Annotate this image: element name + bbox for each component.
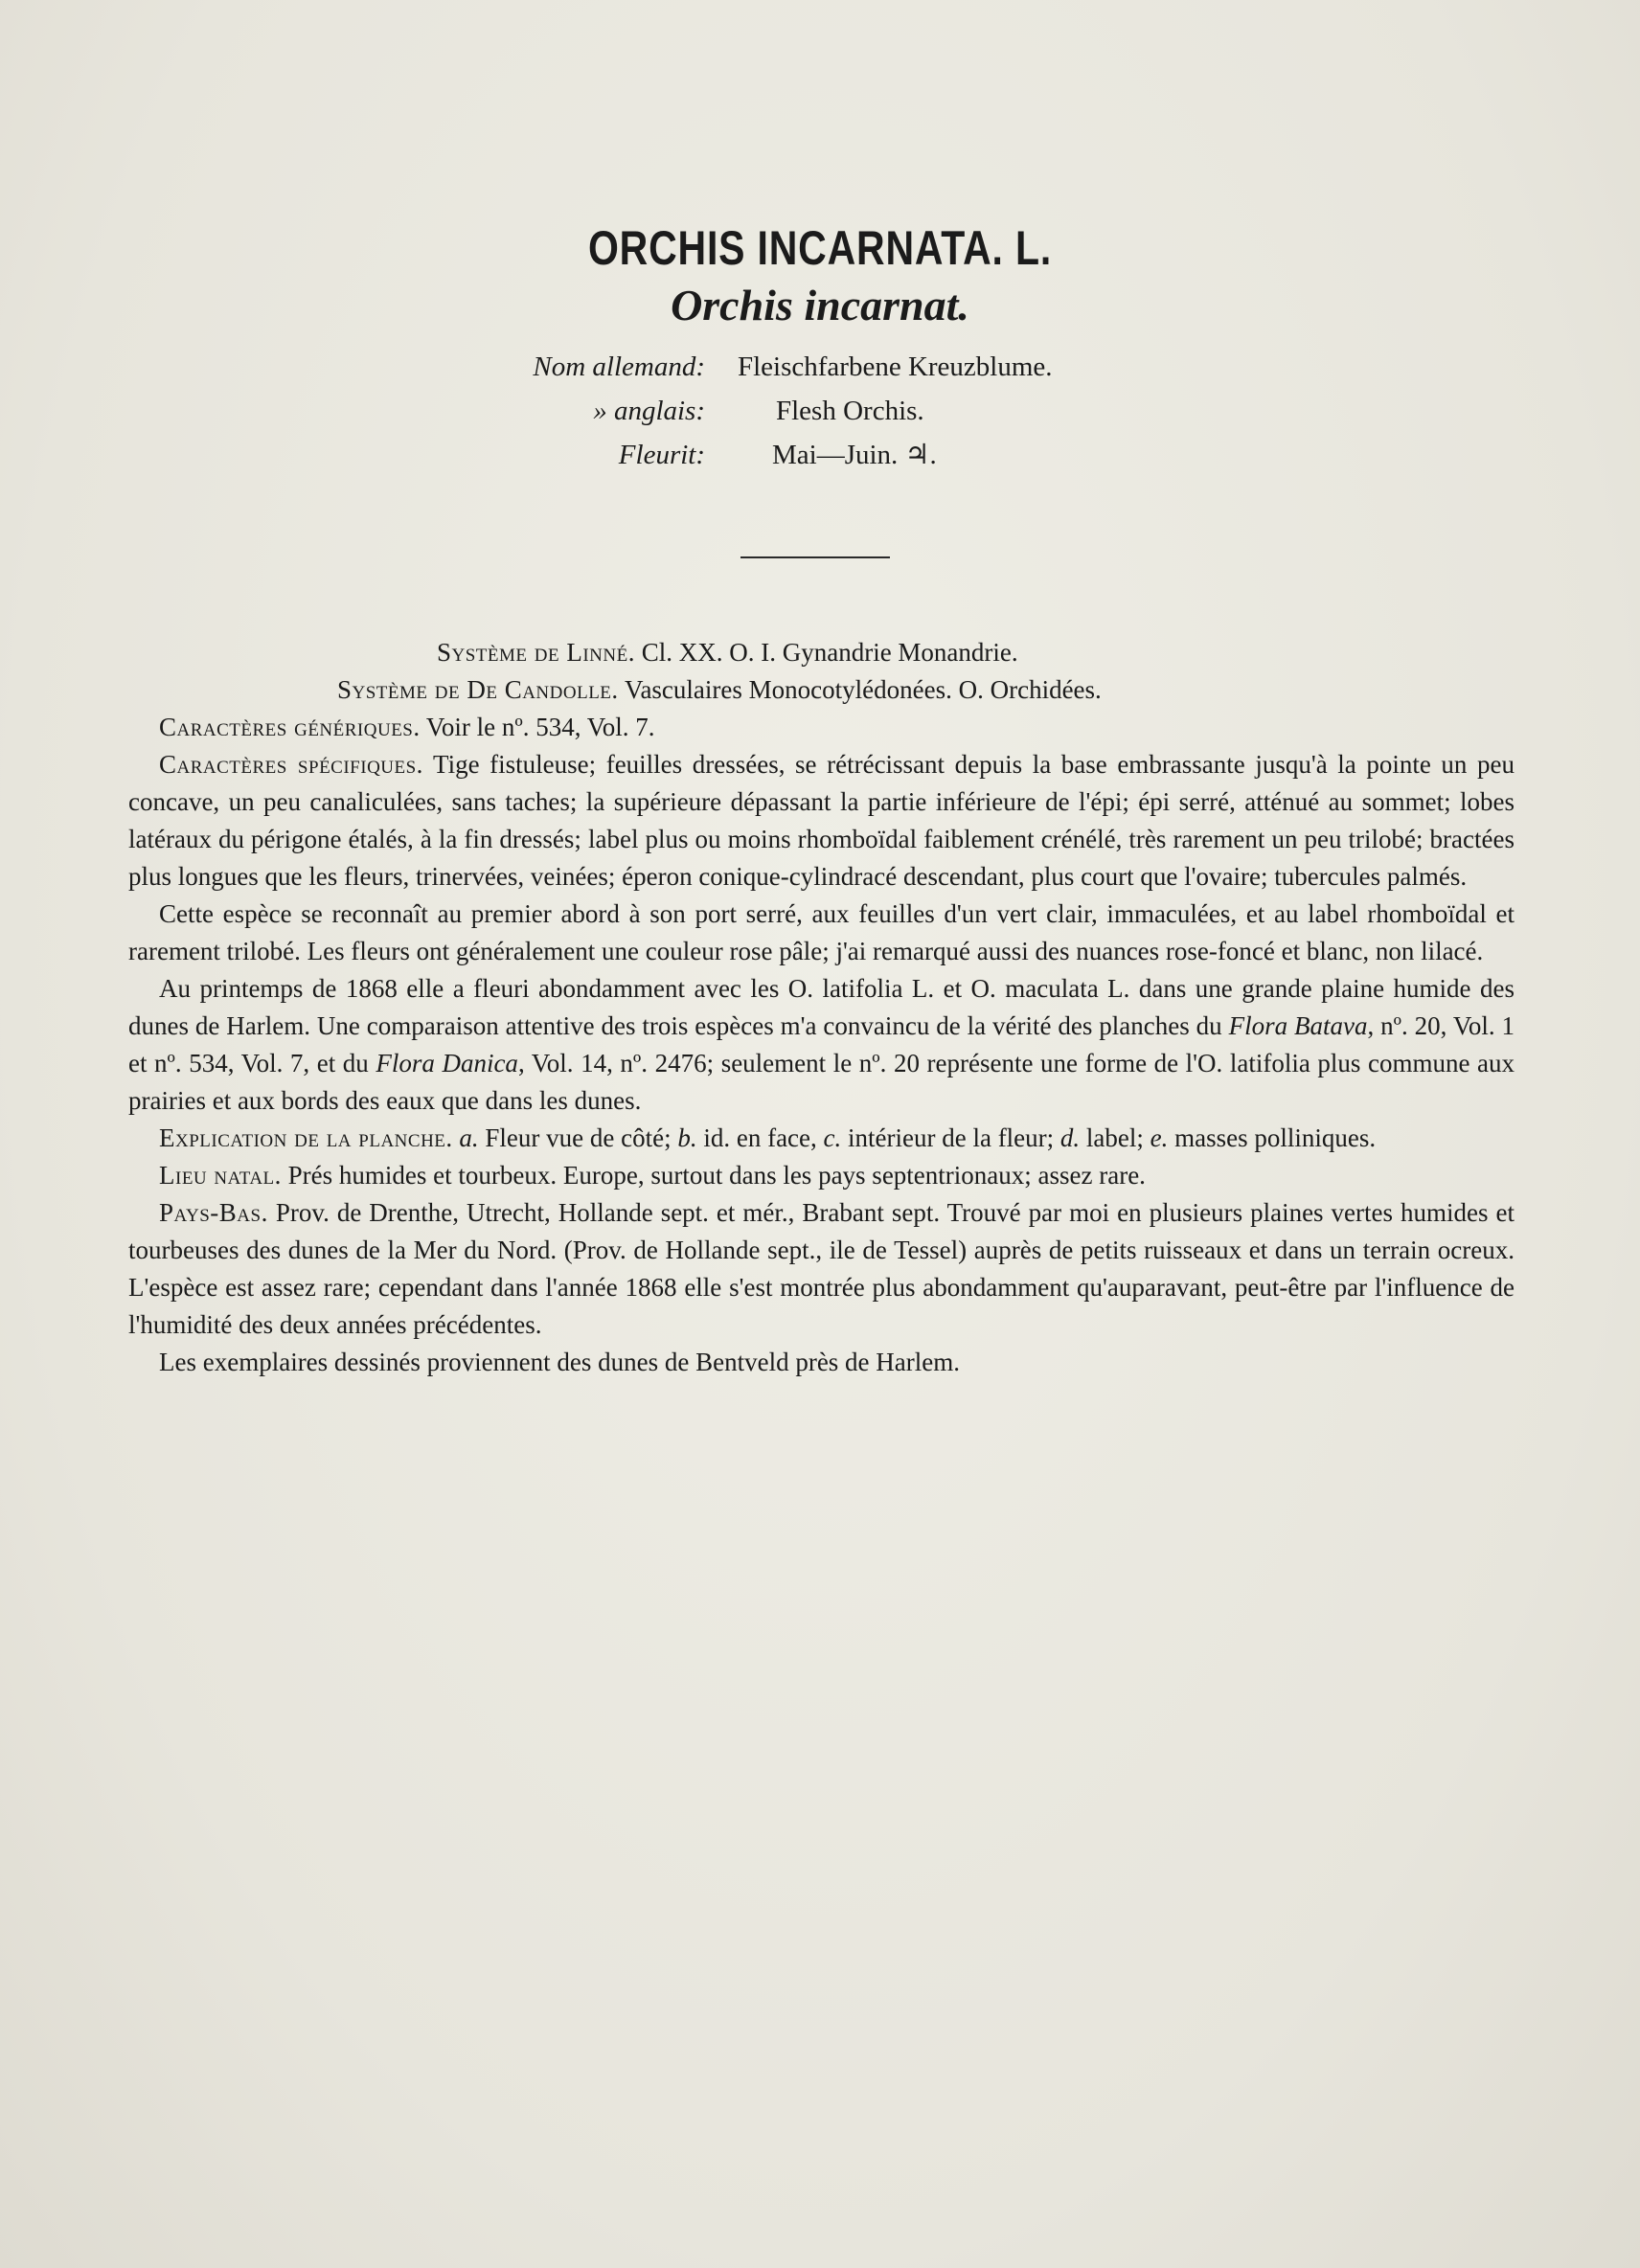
name-value: Mai—Juin. ♃. <box>772 440 937 470</box>
paragraph-text: Prov. de Drenthe, Utrecht, Hollande sept. et mér., Brabant sept. Trouvé par moi en plusieurs plaines vertes humides et tourbeuses des dunes de la Mer du Nord. (Prov. de Hollande sept., ile de Tessel) auprès de petits ruisseaux et dans un terrain ocreux. L'espèce est assez rare; cependant dans l'année 1868 elle s'est montrée plus abondamment qu'auparavant, peut-être par l'influence de l'humidité des deux années précédentes. <box>128 1198 1515 1339</box>
name-label: » anglais: <box>593 396 705 426</box>
system-label: Système de Linné. <box>437 638 635 667</box>
system-value: Vasculaires Monocotylédonées. O. Orchidées. <box>624 675 1102 704</box>
description-body <box>128 634 1515 1381</box>
system-candolle <box>128 671 1515 709</box>
name-label: Fleurit: <box>618 440 705 470</box>
paragraph-label: Caractères spécifiques. <box>159 750 423 779</box>
paragraph-printemps <box>128 970 1515 1120</box>
figure-letter: c. <box>823 1123 842 1152</box>
paragraph-text: Cette espèce se reconnaît au premier abord à son port serré, aux feuilles d'un vert clair, immaculées, et au label rhomboïdal et rarement trilobé. Les fleurs ont généralement une couleur rose pâle; j'ai remarqué aussi des nuances rose-foncé et blanc, non lilacé. <box>128 899 1515 965</box>
name-row-german <box>0 345 1640 389</box>
system-value: Cl. XX. O. I. Gynandrie Monandrie. <box>641 638 1018 667</box>
paragraph-specifiques <box>128 746 1515 896</box>
name-value: Flesh Orchis. <box>776 396 924 426</box>
paragraph-text: Voir le nº. 534, Vol. 7. <box>425 713 655 741</box>
paragraph-text: , Vol. 14, nº. 2476; seulement le nº. 20 représente une forme de l'O. latifolia plus commune aux prairies et aux bords des eaux que dans les dunes. <box>128 1049 1515 1115</box>
page-subtitle: Orchis incarnat. <box>671 281 969 329</box>
paragraph-text: intérieur de la fleur; <box>848 1123 1055 1152</box>
paragraph-explication <box>128 1120 1515 1157</box>
paragraph-generiques <box>128 709 1515 746</box>
paragraph-label: Caractères génériques. <box>159 713 421 741</box>
paragraph-text: masses polliniques. <box>1174 1123 1377 1152</box>
figure-letter: e. <box>1150 1123 1169 1152</box>
figure-letter: d. <box>1059 1123 1081 1152</box>
paragraph-paysbas <box>128 1194 1515 1344</box>
paragraph-exemplaires <box>128 1344 1515 1381</box>
figure-letter: b. <box>677 1123 697 1152</box>
paragraph-text: label; <box>1085 1123 1144 1152</box>
name-row-english <box>0 389 1640 433</box>
reference-flora-batava: Flora Batava <box>1228 1011 1368 1040</box>
paragraph-label: Pays-Bas. <box>159 1198 268 1227</box>
paragraph-text: id. en face, <box>703 1123 817 1152</box>
paragraph-text: , nº. 20, Vol. 1 et nº. 534, Vol. 7, et du <box>128 1011 1515 1077</box>
reference-flora-danica: Flora Danica <box>376 1049 518 1077</box>
system-linne <box>128 634 1515 671</box>
paragraph-lieu <box>128 1157 1515 1194</box>
paragraph-label: Explication de la planche. <box>159 1123 453 1152</box>
paragraph-espece <box>128 896 1515 970</box>
section-divider <box>740 556 890 558</box>
paragraph-text: Prés humides et tourbeux. Europe, surtout dans les pays septentrionaux; assez rare. <box>287 1161 1146 1190</box>
paragraph-text: Au printemps de 1868 elle a fleuri abondamment avec les O. latifolia L. et O. maculata L. dans une grande plaine humide des dunes de Harlem. Une comparaison attentive des trois espèces m'a convaincu de la vérité des planches du <box>128 974 1515 1040</box>
name-label: Nom allemand: <box>533 352 705 382</box>
figure-letter: a. <box>459 1123 479 1152</box>
name-value: Fleischfarbene Kreuzblume. <box>738 352 1053 382</box>
paragraph-text: Les exemplaires dessinés proviennent des dunes de Bentveld près de Harlem. <box>159 1348 960 1376</box>
paragraph-text: Tige fistuleuse; feuilles dressées, se rétrécissant depuis la base embrassante jusqu'à la pointe un peu concave, un peu canaliculées, sans taches; la supérieure dépassant la partie inférieure de l'épi; épi serré, atténué au sommet; lobes latéraux du périgone étalés, à la fin dressés; label plus ou moins rhomboïdal faiblement crénélé, très rarement un peu trilobé; bractées plus longues que les fleurs, trinervées, veinées; éperon conique-cylindracé descendant, plus court que l'ovaire; tubercules palmés. <box>128 750 1515 891</box>
paragraph-label: Lieu natal. <box>159 1161 282 1190</box>
common-names <box>0 345 1640 477</box>
name-row-flowering <box>0 433 1640 477</box>
system-label: Système de De Candolle. <box>337 675 619 704</box>
paragraph-text: Fleur vue de côté; <box>485 1123 672 1152</box>
page-title: ORCHIS INCARNATA. L. <box>587 221 1053 275</box>
